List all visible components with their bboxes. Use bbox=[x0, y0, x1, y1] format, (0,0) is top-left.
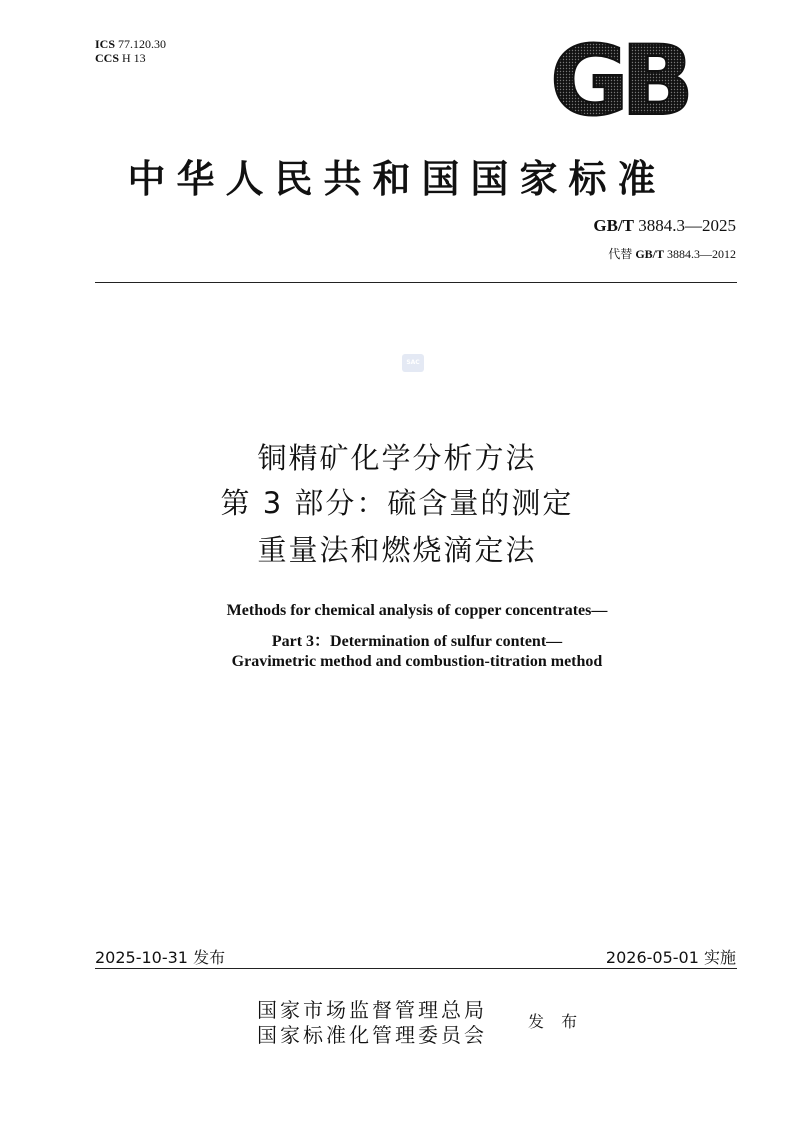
classification-codes bbox=[95, 37, 166, 65]
ics-line bbox=[95, 37, 166, 51]
replaces-standard bbox=[608, 245, 736, 262]
ccs-code: H 13 bbox=[122, 51, 146, 65]
publish-date-value: 2025-10-31 bbox=[95, 948, 188, 967]
publish-date bbox=[95, 945, 225, 968]
chinese-title-line-1: 铜精矿化学分析方法 bbox=[257, 441, 537, 475]
replaces-number: 3884.3—2012 bbox=[667, 247, 736, 261]
issuer-org-1: 国家市场监督管理总局 bbox=[257, 998, 487, 1022]
gb-logo-text: GB bbox=[550, 40, 686, 122]
replaces-label: 代替 bbox=[608, 247, 633, 261]
standard-number-value: 3884.3—2025 bbox=[638, 216, 736, 235]
english-title-line-2: Part 3：Determination of sulfur content— bbox=[271, 633, 563, 650]
ics-label: ICS bbox=[95, 37, 116, 51]
replaces-prefix: GB/T bbox=[635, 247, 664, 261]
issuer-org-2: 国家标准化管理委员会 bbox=[257, 1023, 487, 1047]
chinese-title-line-3: 重量法和燃烧滴定法 bbox=[257, 533, 537, 567]
issue-label: 发 布 bbox=[528, 1012, 584, 1031]
standard-number bbox=[593, 216, 736, 236]
sac-watermark-icon: SAC bbox=[402, 354, 424, 372]
header-divider bbox=[95, 282, 737, 283]
english-title-line-1: Methods for chemical analysis of copper concentrates— bbox=[226, 602, 608, 619]
effective-date bbox=[606, 945, 736, 968]
gb-logo-icon bbox=[538, 40, 698, 122]
effective-label: 实施 bbox=[703, 948, 736, 967]
english-title-line-3: Gravimetric method and combustion-titration method bbox=[231, 653, 603, 670]
effective-date-value: 2026-05-01 bbox=[605, 948, 699, 967]
ccs-line bbox=[95, 51, 166, 65]
chinese-title-line-2: 第 3 部分：硫含量的测定 bbox=[220, 486, 574, 520]
standard-number-prefix: GB/T bbox=[593, 216, 634, 235]
ccs-label: CCS bbox=[95, 51, 120, 65]
page-title: 中华人民共和国国家标准 bbox=[127, 157, 667, 201]
footer-divider bbox=[95, 968, 737, 969]
publish-label: 发布 bbox=[193, 948, 226, 967]
ics-code: 77.120.30 bbox=[118, 37, 167, 51]
